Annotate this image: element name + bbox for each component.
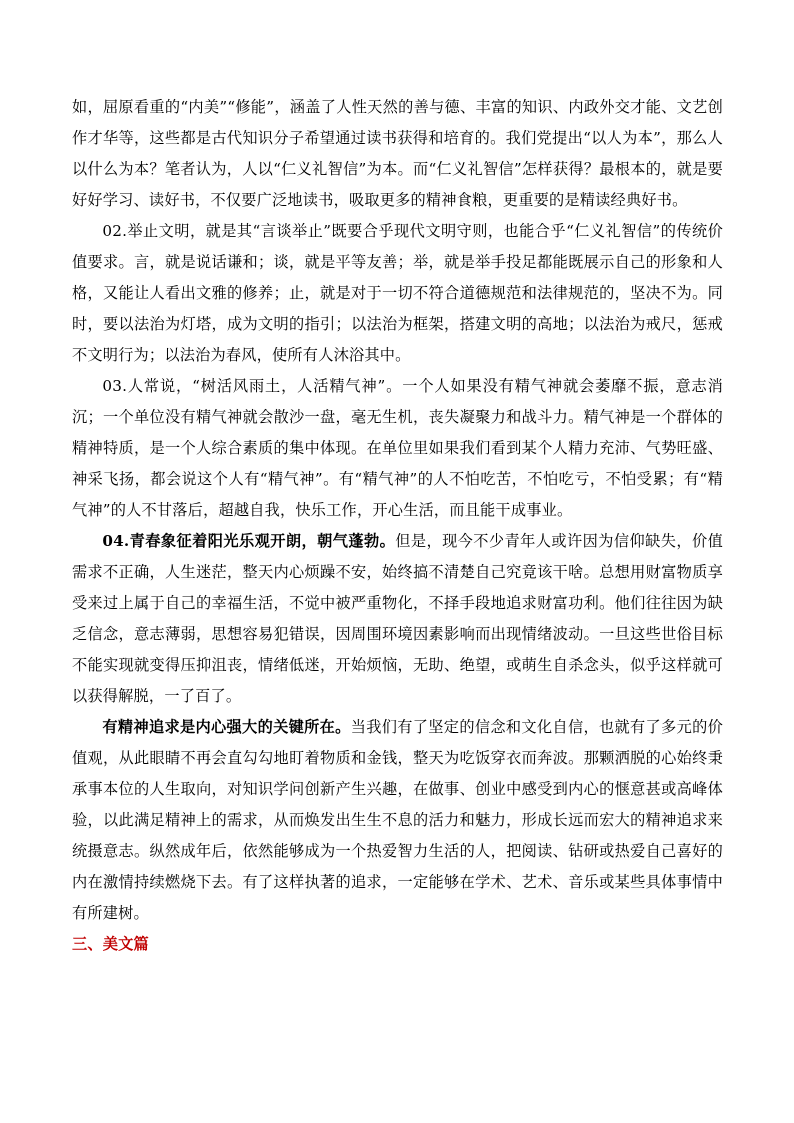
paragraph-04	[72, 526, 723, 712]
paragraph-04-lead: 04.青春象征着阳光乐观开朗，朝气蓬勃。	[102, 532, 396, 550]
paragraph-02: 02.举止文明，就是其“言谈举止”既要合乎现代文明守则，也能合乎“仁义礼智信”的传统价值要求。言，就是说话谦和；谈，就是平等友善；举，就是举手投足都能既展示自己的形象和人格，又能让人看出文雅的修养；止，就是对于一切不符合道德规范和法律规范的，坚决不为。同时，要以法治为灯塔，成为文明的指引；以法治为框架，搭建文明的高地；以法治为戒尺，惩戒不文明行为；以法治为春风，使所有人沐浴其中。	[72, 222, 723, 364]
document-page	[72, 92, 723, 960]
paragraph-04-body: 但是，现今不少青年人或许因为信仰缺失，价值需求不正确，人生迷茫，整天内心烦躁不安，始终搞不清楚自己究竟该干啥。总想用财富物质享受来过上属于自己的幸福生活，不觉中被严重物化，不择手段地追求财富功利。他们往往因为缺乏信念，意志薄弱，思想容易犯错误，因周围环境因素影响而出现情绪波动。一旦这些世俗目标不能实现就变得压抑沮丧，情绪低迷，开始烦恼，无助、绝望，或萌生自杀念头，似乎这样就可以获得解脱，一了百了。	[72, 532, 723, 705]
paragraph-03: 03.人常说，“树活风雨土，人活精气神”。一个人如果没有精气神就会萎靡不振，意志消沉；一个单位没有精气神就会散沙一盘，毫无生机，丧失凝聚力和战斗力。精气神是一个群体的精神特质，是一个人综合素质的集中体现。在单位里如果我们看到某个人精力充沛、气势旺盛、神采飞扬，都会说这个人有“精气神”。有“精气神”的人不怕吃苦，不怕吃亏，不怕受累；有“精气神”的人不甘落后，超越自我，快乐工作，开心生活，而且能干成事业。	[72, 377, 723, 519]
section-heading: 三、美文篇	[72, 935, 149, 953]
paragraph-spirit	[72, 712, 723, 929]
paragraph-intro: 如，屈原看重的“内美”“修能”，涵盖了人性天然的善与德、丰富的知识、内政外交才能、文艺创作才华等，这些都是古代知识分子希望通过读书获得和培育的。我们党提出“以人为本”，那么人以什么为本？笔者认为，人以“仁义礼智信”为本。而“仁义礼智信”怎样获得？最根本的，就是要好好学习、读好书，不仅要广泛地读书，吸取更多的精神食粮，更重要的是精读经典好书。	[72, 98, 723, 209]
paragraph-spirit-body: 当我们有了坚定的信念和文化自信，也就有了多元的价值观，从此眼睛不再会直勾勾地盯着物质和金钱，整天为吃饭穿衣而奔波。那颗洒脱的心始终秉承事本位的人生取向，对知识学问创新产生兴趣，在做事、创业中感受到内心的惬意甚或高峰体验，以此满足精神上的需求，从而焕发出生生不息的活力和魅力，形成长远而宏大的精神追求来统摄意志。纵然成年后，依然能够成为一个热爱智力生活的人，把阅读、钻研或热爱自己喜好的内在激情持续燃烧下去。有了这样执著的追求，一定能够在学术、艺术、音乐或某些具体事情中有所建树。	[72, 718, 723, 922]
paragraph-spirit-lead: 有精神追求是内心强大的关键所在。	[102, 718, 351, 736]
